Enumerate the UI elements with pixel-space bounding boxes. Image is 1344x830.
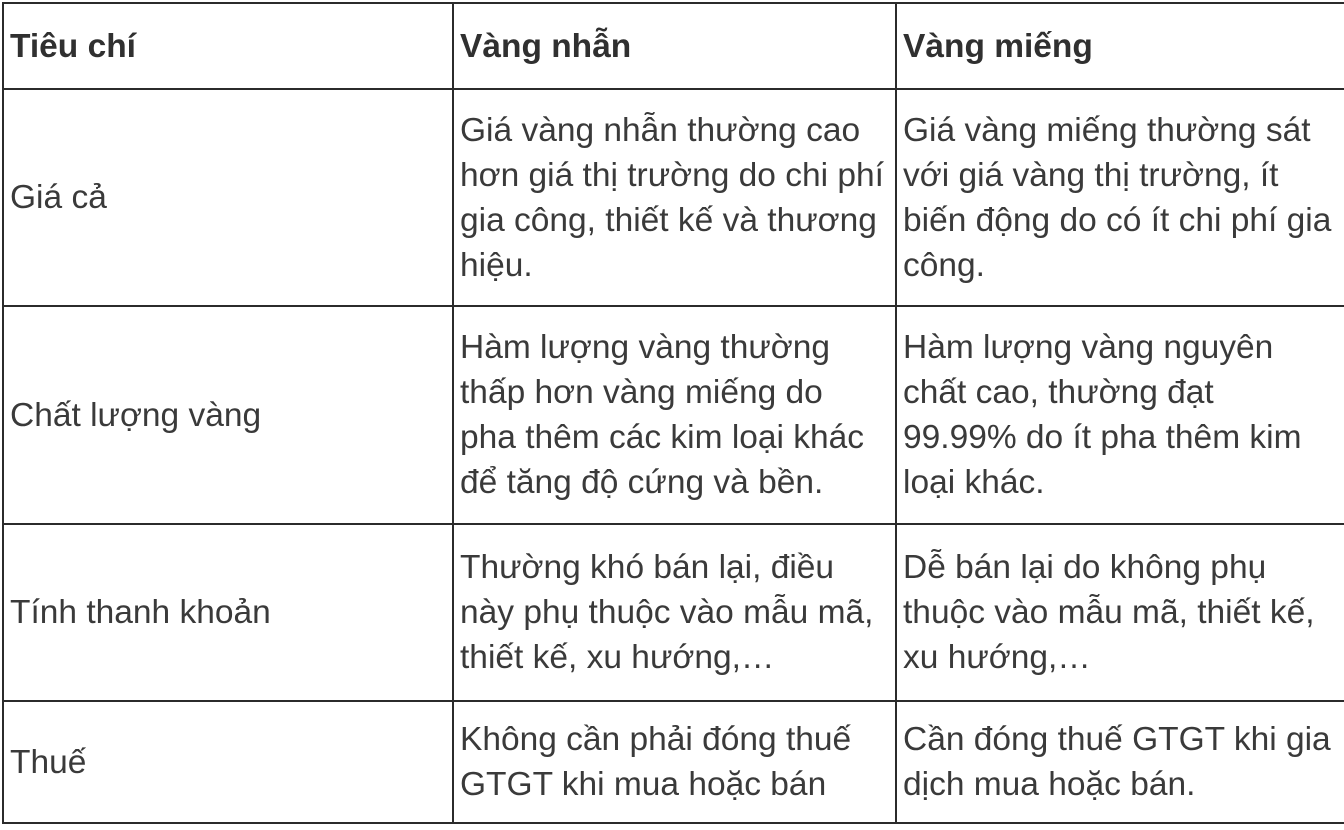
table-row	[3, 701, 1344, 823]
header-cell-vang-nhan: Vàng nhẫn	[453, 3, 896, 89]
cell-gia-ca-vang-nhan: Giá vàng nhẫn thường cao hơn giá thị trường do chi phí gia công, thiết kế và thương hiệu.	[453, 89, 896, 306]
row-label-chat-luong: Chất lượng vàng	[3, 306, 453, 524]
header-cell-vang-mieng: Vàng miếng	[896, 3, 1344, 89]
table-row	[3, 524, 1344, 701]
cell-thue-vang-mieng: Cần đóng thuế GTGT khi gia dịch mua hoặc bán.	[896, 701, 1344, 823]
cell-chat-luong-vang-nhan: Hàm lượng vàng thường thấp hơn vàng miếng do pha thêm các kim loại khác để tăng độ cứng và bền.	[453, 306, 896, 524]
cell-thanh-khoan-vang-nhan: Thường khó bán lại, điều này phụ thuộc vào mẫu mã, thiết kế, xu hướng,…	[453, 524, 896, 701]
gold-comparison-table	[2, 2, 1344, 824]
row-label-thue: Thuế	[3, 701, 453, 823]
header-row	[3, 3, 1344, 89]
table-row	[3, 89, 1344, 306]
cell-thue-vang-nhan: Không cần phải đóng thuế GTGT khi mua hoặc bán	[453, 701, 896, 823]
row-label-gia-ca: Giá cả	[3, 89, 453, 306]
header-cell-criterion: Tiêu chí	[3, 3, 453, 89]
cell-gia-ca-vang-mieng: Giá vàng miếng thường sát với giá vàng thị trường, ít biến động do có ít chi phí gia công.	[896, 89, 1344, 306]
table-row	[3, 306, 1344, 524]
cell-chat-luong-vang-mieng: Hàm lượng vàng nguyên chất cao, thường đạt 99.99% do ít pha thêm kim loại khác.	[896, 306, 1344, 524]
cell-thanh-khoan-vang-mieng: Dễ bán lại do không phụ thuộc vào mẫu mã, thiết kế, xu hướng,…	[896, 524, 1344, 701]
row-label-thanh-khoan: Tính thanh khoản	[3, 524, 453, 701]
